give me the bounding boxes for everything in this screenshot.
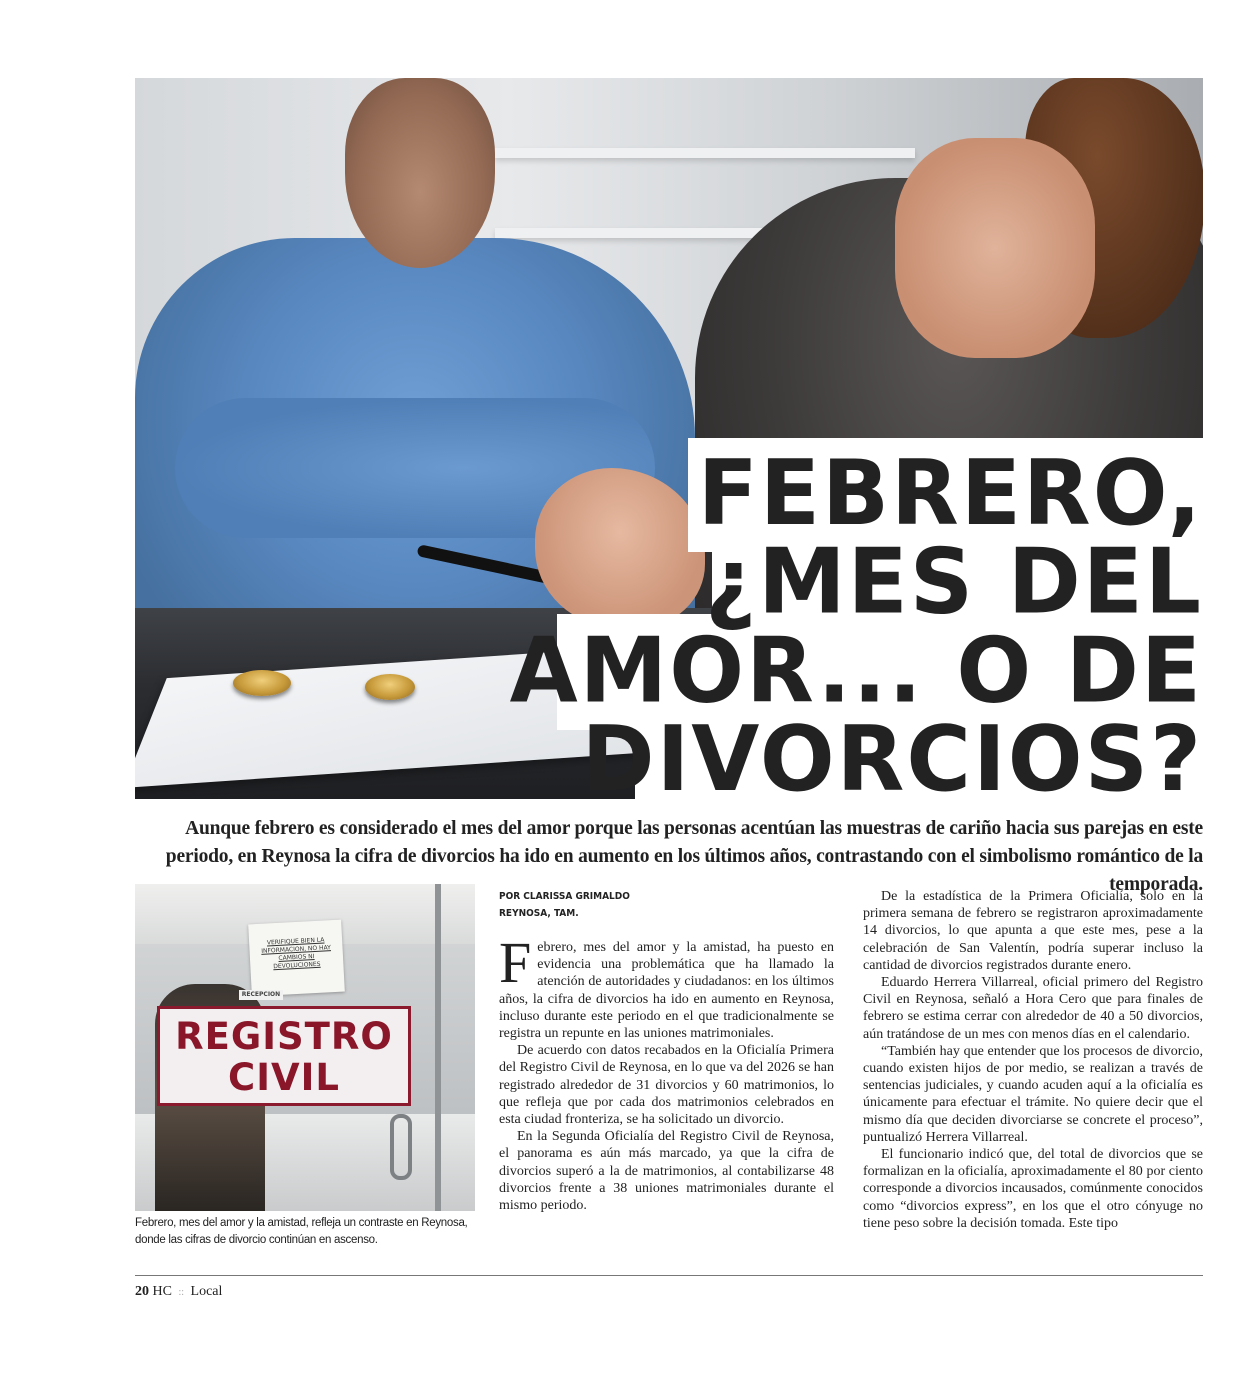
hero-wedding-ring [233,670,291,696]
hero-woman-face [895,138,1095,358]
folio-separator: :: [178,1287,185,1298]
photo-glass-door [435,884,441,1211]
notice-line: DEVOLUCIONES [273,960,321,971]
photo-recepcion-sign: RECEPCION [239,990,283,1000]
photo-door-handle [390,1114,412,1180]
body-paragraph [499,939,834,1042]
registro-civil-sign [157,1006,411,1106]
publication-brand: HC [152,1284,172,1299]
body-paragraph: “También hay que entender que los procesos de divorcio, cuando existen hijos de por medio, se realizan a través de sentencias judiciales, y cuando acuden aquí a la oficialía es únicamente para efectuar el trámite. No quiere decir que el mismo día que deciden divorciarse se concrete el proceso”, puntualizó Herrera Villarreal. [863,1043,1203,1145]
sign-line: CIVIL [228,1056,340,1099]
photo-caption: Febrero, mes del amor y la amistad, refleja un contraste en Reynosa, donde las cifras de divorcio continúan en ascenso. [135,1217,468,1246]
hero-man-head [345,78,495,268]
photo-notice-sign [248,920,345,997]
body-column-1 [499,939,834,1251]
byline-author: POR CLARISSA GRIMALDO [499,891,630,902]
notice-line: CAMBIOS NI [278,953,315,962]
headline-line: FEBRERO, [697,440,1203,546]
headline-line: AMOR... O DE [509,617,1203,723]
drop-cap: F [499,939,532,995]
body-paragraph: De la estadística de la Primera Oficialía, solo en la primera semana de febrero se registraron aproximadamente 14 divorcios, lo que apunta a que este mes, pese a la celebración de San Valentín, podría superar incluso la cantidad de divorcios registrados durante enero. [863,889,1203,973]
footer-rule [135,1275,1203,1276]
body-column-2 [863,888,1203,1250]
deck: Aunque febrero es considerado el mes del amor porque las personas acentúan las muestras de cariño hacia sus parejas en este periodo, en Reynosa la cifra de divorcios ha ido en aumento en los últimos años, contrastando con el simbolismo romántico de la temporada. [165,818,1203,895]
body-paragraph: El funcionario indicó que, del total de divorcios que se formalizan en la oficialía, aproximadamente el 80 por ciento corresponde a divorcios incausados, comúnmente conocidos como “divorcios express”, en los que el otro cónyuge no tiene peso sobre la decisión tomada. Este tipo [863,1147,1203,1231]
hero-shelf [495,148,915,158]
headline [509,440,1203,812]
sign-line: REGISTRO [175,1015,393,1058]
paragraph-text: ebrero, mes del amor y la amistad, ha puesto en evidencia una problemática que ha llamado la atención de autoridades y ciudadanos: en los últimos años, la cifra de divorcios ha ido en aumento en Reynosa, incluso durante este periodo en el que tradicionalmente se registra un repunte en las uniones matrimoniales. [499,940,834,1042]
body-paragraph: En la Segunda Oficialía del Registro Civil de Reynosa, el panorama es aún más marcado, ya que la cifra de divorcios superó a la de matrimonios, al contabilizarse 48 divorcios frente a 38 uniones matrimoniales durante el mismo periodo. [499,1129,834,1214]
byline [499,888,630,922]
notice-line: VERIFIQUE BIEN LA [266,936,325,947]
headline-line: DIVORCIOS? [581,706,1203,812]
notice-line: INFORMACION, NO HAY [261,944,332,955]
page-number: 20 [135,1284,149,1299]
headline-line: ¿MES DEL [705,529,1203,635]
hero-wedding-ring [365,674,415,700]
page-folio [135,1283,222,1302]
body-paragraph: Eduardo Herrera Villarreal, oficial primero del Registro Civil en Reynosa, señaló a Hora Cero que para finales de febrero se estima cerrar con alrededor de 40 a 50 divorcios, aún tratándose de un mes con menos días en el calendario. [863,975,1203,1042]
section-name: Local [190,1284,223,1299]
registro-civil-photo [135,884,475,1211]
body-paragraph: De acuerdo con datos recabados en la Oficialía Primera del Registro Civil de Reynosa, en lo que va del 2026 se han registrado alrededor de 31 divorcios y 60 matrimonios, lo que refleja que por cada dos matrimonios celebrados en esta ciudad fronteriza, se ha solicitado un divorcio. [499,1043,834,1128]
byline-place: REYNOSA, TAM. [499,908,579,919]
